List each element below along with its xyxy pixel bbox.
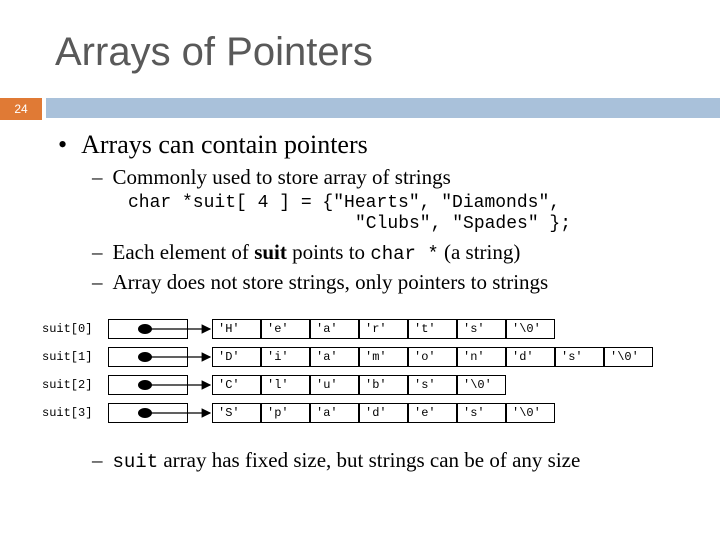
slide-number: 24 [0,98,42,120]
sub-bullet-4-code: suit [112,451,159,473]
row-label: suit[2] [42,378,93,392]
char-cell: 'a' [310,319,359,339]
sub-bullet-2-part-a: Each element of [112,240,255,264]
slide-title: Arrays of Pointers [55,30,373,74]
sub-bullet-4-text: array has fixed size, but strings can be of any size [158,448,581,472]
bullet-text: Arrays can contain pointers [81,130,368,159]
code-line-1: char *suit[ 4 ] = {"Hearts", "Diamonds", [128,193,561,213]
sub-bullet-4 [92,448,580,473]
char-cell: '\0' [506,319,555,339]
bullet-dot: • [58,130,68,159]
char-cell: 'i' [261,347,310,367]
char-cell: 'e' [408,403,457,423]
char-cell: 's' [457,319,506,339]
code-line-2: "Clubs", "Spades" }; [355,214,572,234]
char-cell: 'C' [212,375,261,395]
char-cell: 'a' [310,347,359,367]
char-cell: 'n' [457,347,506,367]
dash: – [92,240,103,264]
char-cell: 'd' [359,403,408,423]
char-cell: '\0' [506,403,555,423]
char-cell: 'S' [212,403,261,423]
char-cell: 's' [457,403,506,423]
dash: – [92,270,103,294]
char-cell: 'o' [408,347,457,367]
row-label: suit[1] [42,350,93,364]
char-cell: 'p' [261,403,310,423]
char-cell: 'd' [506,347,555,367]
char-cell: 'D' [212,347,261,367]
sub-bullet-1-text: Commonly used to store array of strings [112,165,451,189]
char-cell: 'a' [310,403,359,423]
char-cell: 's' [408,375,457,395]
sub-bullet-2-code: char * [370,243,439,265]
char-cell: 'r' [359,319,408,339]
char-cell: '\0' [457,375,506,395]
sub-bullet-2-part-c: points to [286,240,371,264]
char-cell: 'm' [359,347,408,367]
sub-bullet-3-text: Array does not store strings, only pointers to strings [112,270,549,294]
dash: – [92,448,103,472]
char-cell: 's' [555,347,604,367]
row-label: suit[3] [42,406,93,420]
char-cell: 'e' [261,319,310,339]
char-cell: 'b' [359,375,408,395]
char-cell: 't' [408,319,457,339]
sub-bullet-2-part-d: (a string) [438,240,521,264]
char-cell: 'l' [261,375,310,395]
sub-bullet-2-suit: suit [254,240,287,264]
row-label: suit[0] [42,322,93,336]
char-cell: 'u' [310,375,359,395]
dash: – [92,165,103,189]
char-cell: 'H' [212,319,261,339]
char-cell: '\0' [604,347,653,367]
